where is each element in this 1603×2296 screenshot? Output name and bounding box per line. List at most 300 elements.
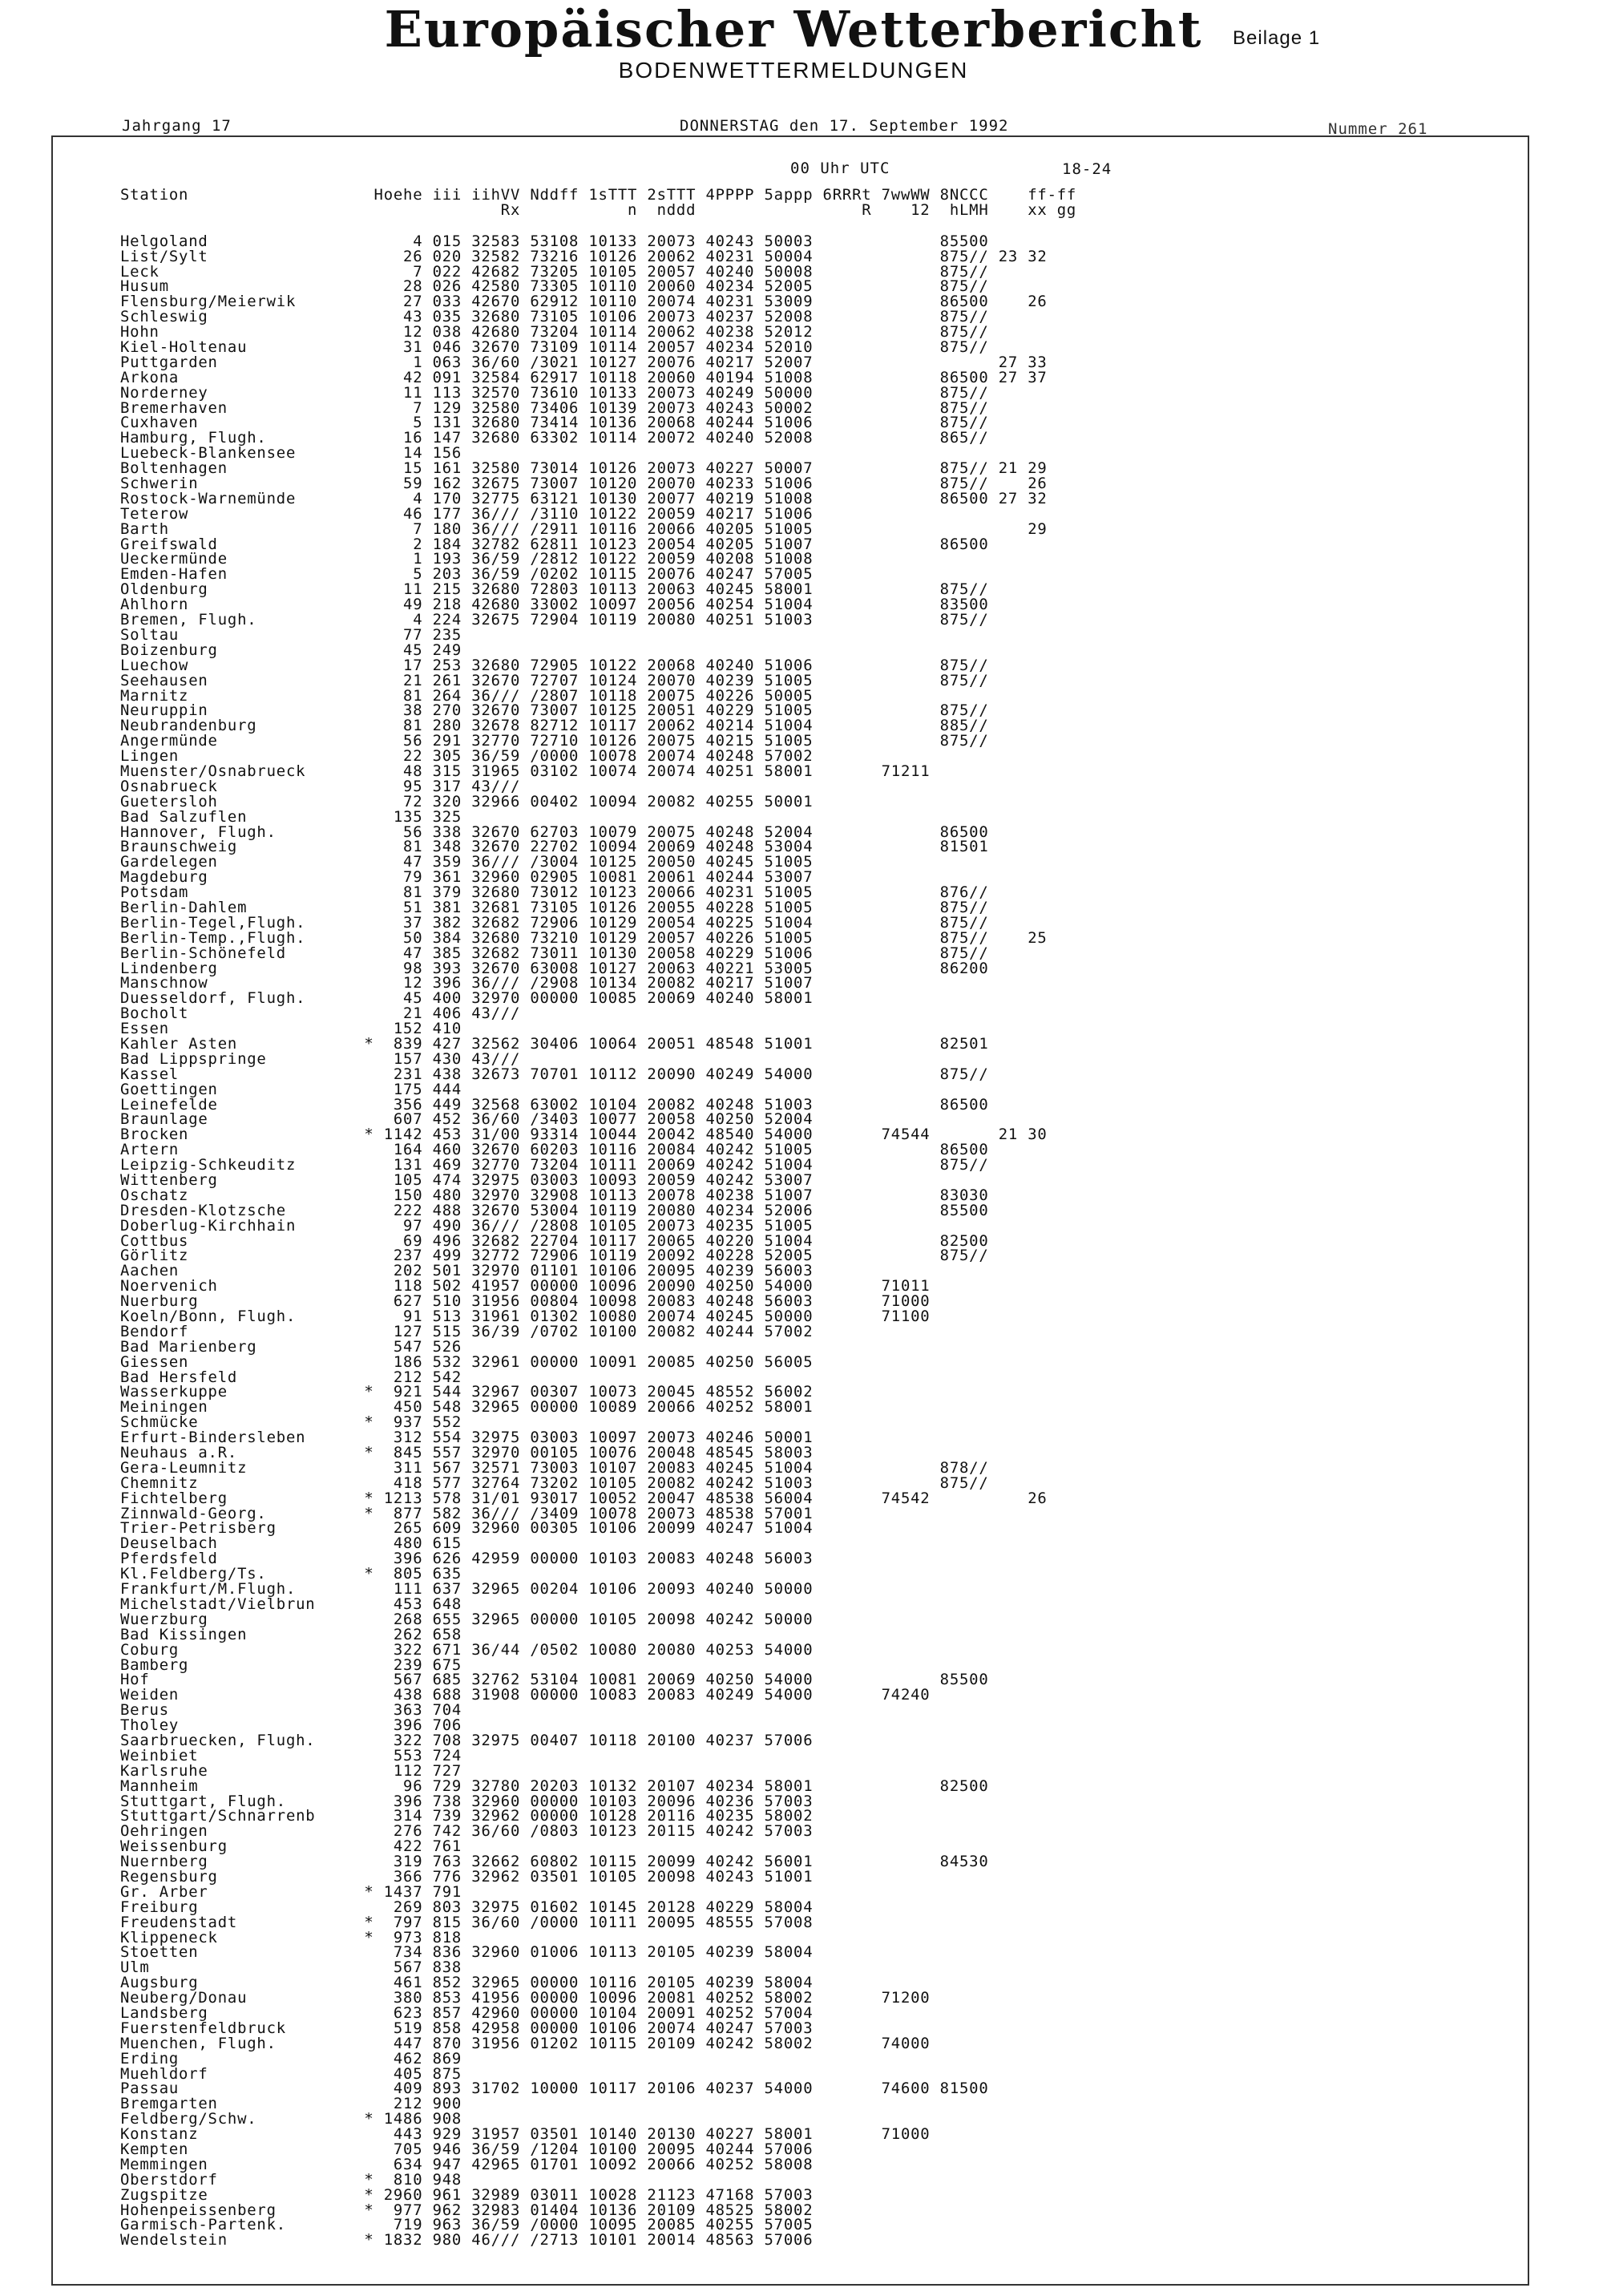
data-cell: 20042	[637, 1126, 697, 1144]
data-cell: 430	[422, 1049, 462, 1068]
station-name: Görlitz	[120, 1247, 325, 1265]
data-cell: 379	[422, 883, 462, 902]
data-cell: 10117	[579, 717, 638, 735]
data-cell: 40244	[696, 2140, 755, 2158]
data-cell: 32970	[462, 1262, 521, 1280]
data-cell: /2908	[520, 974, 579, 992]
data-cell: /2812	[520, 550, 579, 568]
data-cell: 10123	[579, 883, 638, 902]
data-cell: 314	[373, 1807, 423, 1825]
data-cell: 51003	[754, 611, 814, 629]
weather-table	[120, 188, 1076, 2248]
data-cell: 706	[422, 1716, 462, 1735]
data-cell: 10133	[579, 232, 638, 250]
data-cell: 51	[373, 898, 423, 916]
station-name: Luebeck-Blankensee	[120, 444, 325, 463]
data-cell: 10132	[579, 1777, 638, 1795]
data-cell: 21	[373, 1004, 423, 1023]
data-cell: 36/59	[462, 2216, 521, 2234]
data-cell: 57003	[754, 1822, 814, 1841]
data-cell: 40219	[696, 489, 755, 507]
data-cell: 36///	[462, 519, 521, 538]
data-cell: 40254	[696, 596, 755, 614]
data-cell: 00305	[520, 1519, 579, 1538]
data-cell: 57006	[754, 2231, 814, 2250]
data-cell: 40229	[696, 701, 755, 720]
data-cell: 51004	[754, 1156, 814, 1174]
data-cell: 20063	[637, 959, 697, 977]
data-cell: 71000	[871, 2125, 931, 2144]
data-cell: 51007	[754, 535, 814, 553]
data-cell: 237	[373, 1247, 423, 1265]
station-name: Cottbus	[120, 1231, 325, 1250]
data-cell: 845	[373, 1444, 423, 1462]
data-cell: 20100	[637, 1731, 697, 1749]
data-cell: 444	[422, 1080, 462, 1098]
station-name: Muehldorf	[120, 2064, 325, 2083]
data-cell: 51004	[754, 717, 814, 735]
data-cell: 261	[422, 671, 462, 689]
data-cell: 32965	[462, 1610, 521, 1628]
data-cell: 73014	[520, 459, 579, 478]
data-cell: 10105	[579, 1216, 638, 1235]
data-cell: 10096	[579, 1989, 638, 2007]
data-cell: 152	[373, 1020, 423, 1038]
data-cell: 4	[373, 232, 423, 250]
data-cell: 41956	[462, 1989, 521, 2007]
data-cell: 20059	[637, 1171, 697, 1189]
data-cell: 20066	[637, 2155, 697, 2173]
data-cell: 532	[422, 1352, 462, 1371]
data-cell: 20084	[637, 1141, 697, 1159]
data-cell: 57003	[754, 2019, 814, 2037]
data-cell: 20080	[637, 611, 697, 629]
jahrgang-label: Jahrgang 17	[122, 117, 232, 135]
data-cell: 474	[422, 1171, 462, 1189]
station-name: Koeln/Bonn, Flugh.	[120, 1308, 325, 1326]
data-cell: 32673	[462, 1065, 521, 1083]
data-cell: 32965	[462, 1974, 521, 1992]
subheader-cell	[374, 201, 423, 219]
header-cell: 2sTTT	[637, 186, 697, 204]
data-cell: 81	[373, 686, 423, 705]
data-cell: 10074	[579, 762, 638, 780]
data-cell: 655	[422, 1610, 462, 1628]
data-cell: 1	[373, 353, 423, 371]
data-cell: 118	[373, 1277, 423, 1296]
data-cell: 249	[422, 641, 462, 659]
data-cell: 50000	[754, 383, 814, 402]
station-name: Konstanz	[120, 2125, 325, 2144]
data-cell: 72710	[520, 732, 579, 750]
data-cell: 73204	[520, 1156, 579, 1174]
data-cell: 396	[373, 1792, 423, 1810]
data-cell: 10116	[579, 1141, 638, 1159]
data-cell: 63121	[520, 489, 579, 507]
data-cell: 32571	[462, 1458, 521, 1477]
station-name: Lindenberg	[120, 959, 325, 977]
data-cell: 406	[422, 1004, 462, 1023]
data-cell: 57003	[754, 1792, 814, 1810]
data-cell: 50000	[754, 1580, 814, 1599]
station-name: Angermünde	[120, 732, 325, 750]
station-name: Wuerzburg	[120, 1610, 325, 1628]
report-subtitle: BODENWETTERMELDUNGEN	[618, 58, 969, 83]
data-cell: 32580	[462, 398, 521, 417]
data-cell: 348	[422, 838, 462, 856]
data-cell: 51003	[754, 1473, 814, 1492]
data-cell: 03501	[520, 1867, 579, 1886]
data-cell: 10096	[579, 1277, 638, 1296]
data-cell: 20091	[637, 2003, 697, 2022]
station-name: Giessen	[120, 1352, 325, 1371]
data-cell: 129	[422, 398, 462, 417]
data-cell: 60802	[520, 1853, 579, 1871]
data-cell: 32970	[462, 1186, 521, 1204]
subheader-cell	[696, 201, 754, 219]
data-cell: 908	[422, 2110, 462, 2128]
station-name: Brocken	[120, 1126, 325, 1144]
data-cell: 58002	[754, 1807, 814, 1825]
data-cell: 315	[422, 762, 462, 780]
data-cell: 460	[422, 1141, 462, 1159]
data-cell: 51003	[754, 1095, 814, 1114]
data-cell: 557	[422, 1444, 462, 1462]
data-cell: 40243	[696, 1867, 755, 1886]
data-cell: 10119	[579, 1201, 638, 1219]
data-cell: 519	[373, 2019, 423, 2037]
data-cell: 215	[422, 580, 462, 599]
data-cell: 71200	[871, 1989, 931, 2007]
data-cell: 42959	[462, 1550, 521, 1568]
station-name: Fuerstenfeldbruck	[120, 2019, 325, 2037]
data-cell: 10106	[579, 2019, 638, 2037]
mountain-marker: *	[325, 1413, 374, 1432]
data-cell: 513	[422, 1308, 462, 1326]
station-name: Bad Lippspringe	[120, 1049, 325, 1068]
data-cell: 615	[422, 1534, 462, 1553]
data-cell: 113	[422, 383, 462, 402]
data-cell: 805	[373, 1565, 423, 1583]
data-cell: 322	[373, 1731, 423, 1749]
data-cell: 01701	[520, 2155, 579, 2173]
data-cell: 20083	[637, 1292, 697, 1311]
data-cell: 20085	[637, 1352, 697, 1371]
data-cell: 40231	[696, 883, 755, 902]
data-cell: 724	[422, 1746, 462, 1764]
data-cell: 50004	[754, 247, 814, 265]
data-cell: 85500	[930, 1671, 989, 1689]
data-cell: 875//	[930, 671, 989, 689]
data-cell: 490	[422, 1216, 462, 1235]
data-cell: 876//	[930, 883, 989, 902]
data-cell: 836	[422, 1943, 462, 1962]
data-cell: 97	[373, 1216, 423, 1235]
data-cell: 47168	[696, 2185, 755, 2204]
data-cell: 5	[373, 565, 423, 584]
data-cell: 53004	[520, 1201, 579, 1219]
data-cell: 32681	[462, 898, 521, 916]
subheader-cell	[989, 201, 1019, 219]
data-cell: 510	[422, 1292, 462, 1311]
station-name: Kassel	[120, 1065, 325, 1083]
data-cell: 10120	[579, 475, 638, 493]
data-cell: 10104	[579, 1095, 638, 1114]
data-cell: 20056	[637, 596, 697, 614]
beilage-label: Beilage 1	[1233, 27, 1321, 49]
data-cell: /0000	[520, 747, 579, 766]
station-name: Muenster/Osnabrueck	[120, 762, 325, 780]
date-label: DONNERSTAG den 17. September 1992	[680, 117, 1009, 135]
data-cell: 366	[373, 1867, 423, 1886]
station-name: Bremerhaven	[120, 398, 325, 417]
data-cell: 31702	[462, 2080, 521, 2098]
data-cell: 875//	[930, 277, 989, 296]
data-cell: 20069	[637, 1671, 697, 1689]
data-cell: 325	[422, 807, 462, 826]
station-name: Weissenburg	[120, 1837, 325, 1856]
station-name: Erding	[120, 2049, 325, 2068]
data-cell: 17	[373, 656, 423, 674]
data-cell: 47	[373, 853, 423, 871]
data-cell: 10129	[579, 913, 638, 932]
data-cell: 2	[373, 535, 423, 553]
data-cell: 212	[373, 2095, 423, 2113]
data-cell: 20073	[637, 459, 697, 478]
data-cell: 40231	[696, 293, 755, 311]
data-cell: /3409	[520, 1504, 579, 1522]
data-cell: 58004	[754, 1898, 814, 1916]
data-cell: 961	[422, 2185, 462, 2204]
data-cell: 51007	[754, 1186, 814, 1204]
mountain-marker: *	[325, 1565, 374, 1583]
data-cell: 157	[373, 1049, 423, 1068]
data-cell: 31	[373, 338, 423, 357]
data-cell: 43	[373, 308, 423, 326]
data-cell: 947	[422, 2155, 462, 2173]
data-cell: 384	[422, 928, 462, 947]
data-cell: 51005	[754, 671, 814, 689]
data-cell: 875//	[930, 611, 989, 629]
data-cell: 218	[422, 596, 462, 614]
data-cell: 58001	[754, 580, 814, 599]
data-cell: 105	[373, 1171, 423, 1189]
data-cell: 111	[373, 1580, 423, 1599]
data-cell: 10106	[579, 308, 638, 326]
data-cell: 10136	[579, 2201, 638, 2219]
data-cell: 40253	[696, 1640, 755, 1659]
mountain-marker: *	[325, 2185, 374, 2204]
data-cell: 40244	[696, 1322, 755, 1340]
data-cell: 10129	[579, 928, 638, 947]
data-cell: 675	[422, 1655, 462, 1674]
station-name: Coburg	[120, 1640, 325, 1659]
data-cell: 40238	[696, 1186, 755, 1204]
data-cell: 30406	[520, 1034, 579, 1053]
station-name: Braunschweig	[120, 838, 325, 856]
station-name: Dresden-Klotzsche	[120, 1201, 325, 1219]
data-cell: 50000	[754, 1610, 814, 1628]
data-cell: 32570	[462, 383, 521, 402]
data-cell: 875//	[930, 262, 989, 281]
station-name: Kempten	[120, 2140, 325, 2158]
data-cell: 50000	[754, 1308, 814, 1326]
data-cell: 82501	[930, 1034, 989, 1053]
station-name: Schwerin	[120, 475, 325, 493]
data-cell: 71100	[871, 1308, 931, 1326]
data-cell: 48	[373, 762, 423, 780]
data-cell: 544	[422, 1383, 462, 1401]
data-cell: 10079	[579, 823, 638, 841]
data-cell: 98	[373, 959, 423, 977]
station-name: Manschnow	[120, 974, 325, 992]
observation-time-label: 00 Uhr UTC	[790, 160, 890, 177]
station-name: Tholey	[120, 1716, 325, 1735]
data-cell: 40250	[696, 1277, 755, 1296]
data-cell: 20073	[637, 308, 697, 326]
data-cell: 877	[373, 1504, 423, 1522]
data-cell: 875//	[930, 944, 989, 962]
data-cell: 03501	[520, 2125, 579, 2144]
data-cell: 57006	[754, 2140, 814, 2158]
data-cell: 20069	[637, 1156, 697, 1174]
data-cell: 658	[422, 1625, 462, 1643]
station-name: Neuhaus a.R.	[120, 1444, 325, 1462]
data-cell: 10130	[579, 489, 638, 507]
data-cell: 20063	[637, 580, 697, 599]
data-cell: 11	[373, 383, 423, 402]
data-cell: 10122	[579, 656, 638, 674]
station-name: Zinnwald-Georg.	[120, 1504, 325, 1522]
data-cell: 36///	[462, 853, 521, 871]
data-cell: 10097	[579, 1429, 638, 1447]
data-cell: 091	[422, 368, 462, 386]
data-cell: 10092	[579, 2155, 638, 2173]
data-cell: 31961	[462, 1308, 521, 1326]
data-cell: 30	[1018, 1126, 1048, 1144]
data-cell: 40245	[696, 580, 755, 599]
station-name: Kiel-Holtenau	[120, 338, 325, 357]
data-cell: 797	[373, 1913, 423, 1931]
data-cell: 438	[373, 1686, 423, 1704]
data-cell: 40252	[696, 1398, 755, 1417]
data-cell: 40242	[696, 1822, 755, 1841]
station-name: Lingen	[120, 747, 325, 766]
data-cell: 685	[422, 1671, 462, 1689]
station-name: Nuerburg	[120, 1292, 325, 1311]
data-cell: 10115	[579, 565, 638, 584]
data-cell: 10115	[579, 2034, 638, 2052]
subheader-cell: nddd	[637, 200, 697, 219]
data-cell: 20106	[637, 2080, 697, 2098]
station-name: Bad Hersfeld	[120, 1368, 325, 1386]
station-name: Schleswig	[120, 308, 325, 326]
data-cell: 56004	[754, 1489, 814, 1507]
data-cell: 74000	[871, 2034, 931, 2052]
data-cell: 23	[988, 247, 1019, 265]
data-cell: 1	[373, 550, 423, 568]
data-cell: 20055	[637, 898, 697, 916]
data-cell: 40248	[696, 747, 755, 766]
data-cell: 77	[373, 625, 423, 644]
data-cell: 162	[422, 475, 462, 493]
station-name: Wasserkuppe	[120, 1383, 325, 1401]
station-name: Puttgarden	[120, 353, 325, 371]
data-cell: 40239	[696, 1262, 755, 1280]
data-cell: 20075	[637, 686, 697, 705]
data-cell: 900	[422, 2095, 462, 2113]
frame-top-border	[51, 135, 1529, 137]
data-cell: 20082	[637, 792, 697, 810]
data-cell: 57005	[754, 2216, 814, 2234]
data-cell: 319	[373, 1853, 423, 1871]
data-cell: 42680	[462, 323, 521, 342]
data-cell: 10064	[579, 1034, 638, 1053]
data-cell: 48552	[696, 1383, 755, 1401]
issue-number-label: Nummer 261	[1328, 120, 1428, 138]
data-cell: 48545	[696, 1444, 755, 1462]
data-cell: 10119	[579, 611, 638, 629]
data-cell: 00000	[520, 1550, 579, 1568]
data-cell: 51005	[754, 898, 814, 916]
data-cell: 74600	[871, 2080, 931, 2098]
data-cell: 38	[373, 701, 423, 720]
data-cell: 10110	[579, 277, 638, 296]
data-cell: 20130	[637, 2125, 697, 2144]
data-cell: 32680	[462, 429, 521, 447]
data-cell: 32975	[462, 1171, 521, 1189]
data-cell: 453	[422, 1126, 462, 1144]
data-cell: 54000	[754, 1126, 814, 1144]
data-cell: 875//	[930, 323, 989, 342]
data-cell: 553	[373, 1746, 423, 1764]
station-name: Seehausen	[120, 671, 325, 689]
data-cell: 838	[422, 1958, 462, 1977]
data-cell: 627	[373, 1292, 423, 1311]
data-cell: 20068	[637, 414, 697, 432]
mountain-marker: *	[325, 2110, 374, 2128]
station-name: Pferdsfeld	[120, 1550, 325, 1568]
header-cell: ff-ff	[1018, 186, 1077, 204]
data-cell: 42580	[462, 277, 521, 296]
data-cell: 16	[373, 429, 423, 447]
data-cell: 00000	[520, 2003, 579, 2022]
data-cell: 53007	[754, 868, 814, 887]
data-cell: 20057	[637, 928, 697, 947]
data-cell: 20107	[637, 1777, 697, 1795]
data-cell: 42958	[462, 2019, 521, 2037]
data-cell: 818	[422, 1928, 462, 1946]
data-cell: 42960	[462, 2003, 521, 2022]
data-cell: 280	[422, 717, 462, 735]
data-cell: 10076	[579, 1444, 638, 1462]
station-name: Kahler Asten	[120, 1034, 325, 1053]
data-cell: 10094	[579, 792, 638, 810]
station-name: Garmisch-Partenk.	[120, 2216, 325, 2234]
data-cell: 40214	[696, 717, 755, 735]
data-cell: 10080	[579, 1308, 638, 1326]
data-cell: 10127	[579, 353, 638, 371]
data-cell: 222	[373, 1201, 423, 1219]
data-cell: 51007	[754, 974, 814, 992]
data-cell: 929	[422, 2125, 462, 2144]
header-cell: iii	[422, 186, 462, 204]
data-cell: 53004	[754, 838, 814, 856]
data-cell: 62811	[520, 535, 579, 553]
data-cell: 71000	[871, 1292, 931, 1311]
data-cell: 10110	[579, 293, 638, 311]
data-cell: 73003	[520, 1458, 579, 1477]
